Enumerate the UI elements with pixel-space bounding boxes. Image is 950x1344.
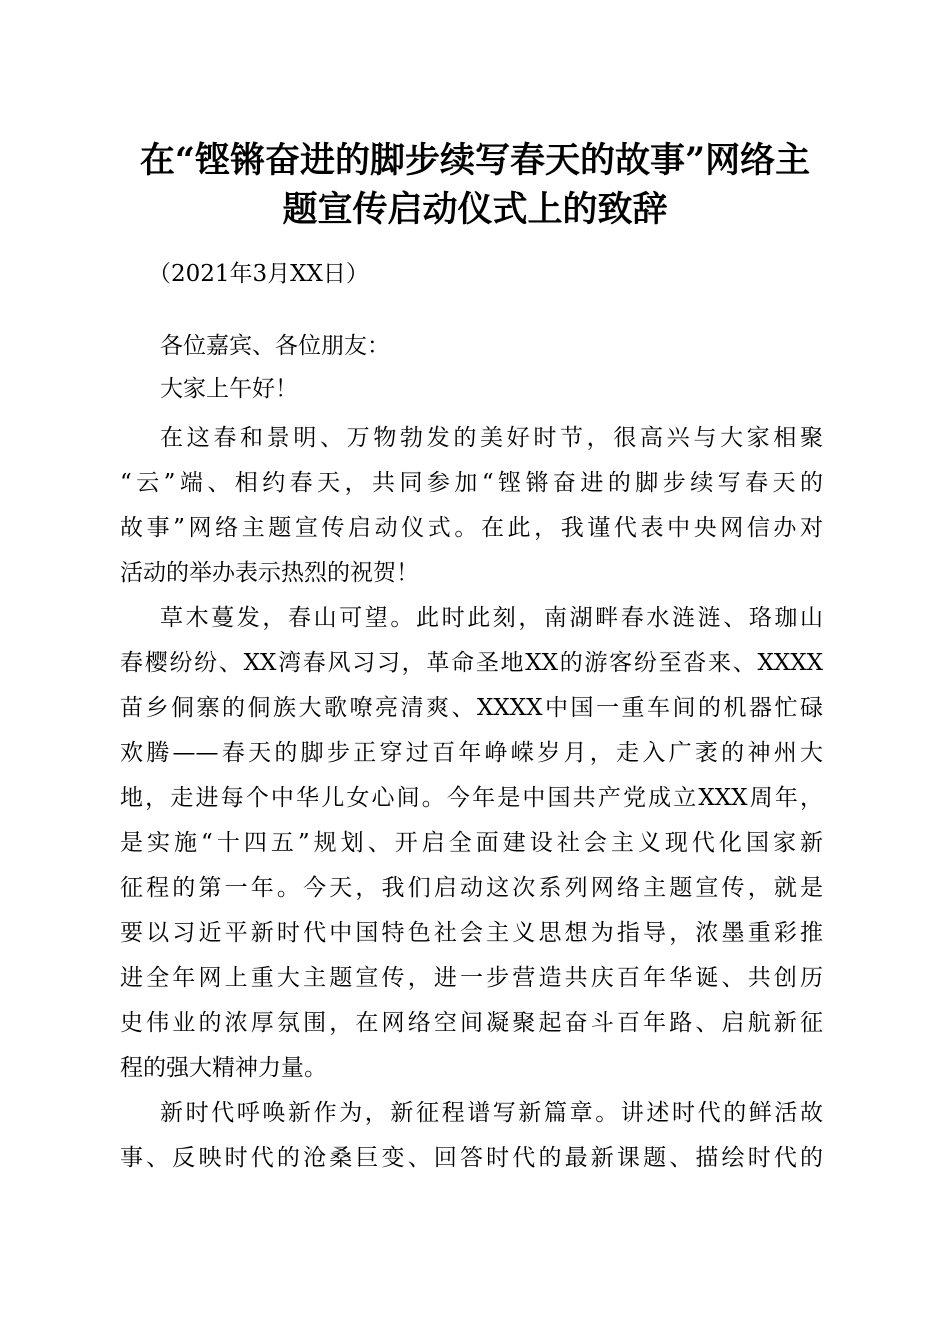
- paragraph-line: 程的强大精神力量。: [120, 1055, 327, 1081]
- paragraph-line: 草木蔓发，春山可望。此时此刻，南湖畔春水涟涟、珞珈山: [160, 605, 823, 631]
- paragraphs: [120, 416, 823, 1181]
- greeting: 大家上午好！: [160, 376, 298, 402]
- paragraph-line: 在这春和景明、万物勃发的美好时节，很高兴与大家相聚: [160, 425, 823, 451]
- paragraph-line: 史伟业的浓厚氛围，在网络空间凝聚起奋斗百年路、启航新征: [120, 1010, 823, 1036]
- paragraph-line: 地，走进每个中华儿女心间。今年是中国共产党成立XXX周年，: [120, 785, 823, 811]
- paragraph-line: 故事”网络主题宣传启动仪式。在此，我谨代表中央网信办对: [120, 515, 823, 541]
- paragraph-line: 事、反映时代的沧桑巨变、回答时代的最新课题、描绘时代的: [120, 1145, 823, 1171]
- paragraph: [120, 1091, 823, 1181]
- paragraph-line: 要以习近平新时代中国特色社会主义思想为指导，浓墨重彩推: [120, 920, 823, 946]
- paragraph-line: “云”端、相约春天，共同参加“铿锵奋进的脚步续写春天的: [120, 470, 823, 496]
- paragraph: [120, 596, 823, 1091]
- paragraph-line: 欢腾——春天的脚步正穿过百年峥嵘岁月，走入广袤的神州大: [120, 740, 823, 766]
- paragraph-line: 新时代呼唤新作为，新征程谱写新篇章。讲述时代的鲜活故: [160, 1100, 823, 1126]
- document-title: [0, 136, 950, 234]
- title-line-2: 题宣传启动仪式上的致辞: [282, 189, 668, 230]
- paragraph-line: 活动的举办表示热烈的祝贺！: [120, 560, 419, 586]
- paragraph: [120, 416, 823, 596]
- paragraph-line: 是实施“十四五”规划、开启全面建设社会主义现代化国家新: [120, 830, 823, 856]
- title-line-1: 在“铿锵奋进的脚步续写春天的故事”网络主: [139, 140, 811, 181]
- document-body: [120, 252, 823, 1181]
- paragraph-line: 进全年网上重大主题宣传，进一步营造共庆百年华诞、共创历: [120, 965, 823, 991]
- date-line: （2021年3月XX日）: [148, 261, 369, 287]
- salutation: 各位嘉宾、各位朋友：: [160, 333, 390, 359]
- paragraph-line: 苗乡侗寨的侗族大歌嘹亮清爽、XXXX中国一重车间的机器忙碌: [120, 695, 823, 721]
- paragraph-line: 征程的第一年。今天，我们启动这次系列网络主题宣传，就是: [120, 875, 823, 901]
- paragraph-line: 春樱纷纷、XX湾春风习习，革命圣地XX的游客纷至沓来、XXXX: [120, 650, 823, 676]
